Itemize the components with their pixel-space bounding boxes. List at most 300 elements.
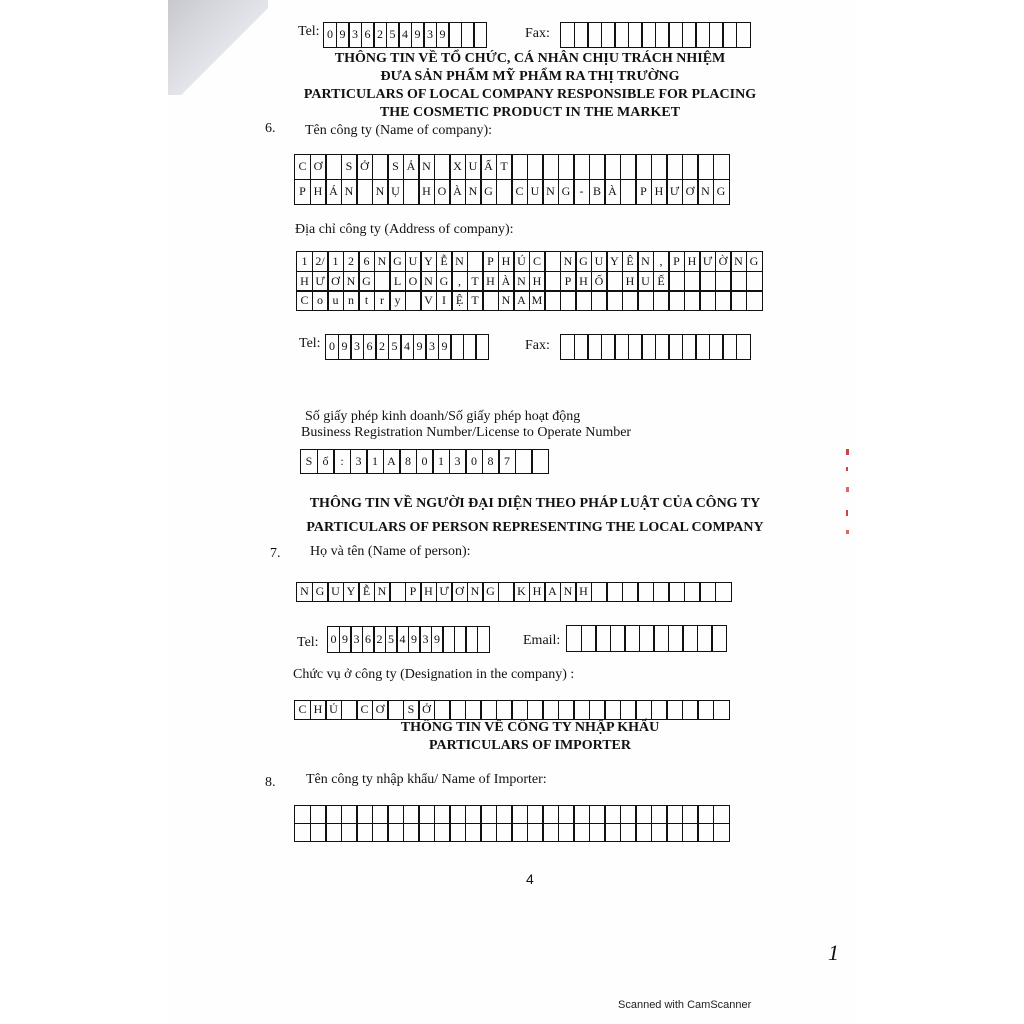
license-label-en: Business Registration Number/License to Operate Number: [301, 425, 632, 440]
char-box: [651, 700, 668, 720]
representative-heading-en: PARTICULARS OF PERSON REPRESENTING THE LOCAL COMPANY: [306, 520, 764, 535]
char-box: [682, 154, 699, 180]
char-box-row: [296, 290, 761, 310]
scanner-footer: Scanned with CamScanner: [618, 999, 752, 1011]
char-box: [405, 290, 422, 311]
char-box: [715, 271, 732, 292]
char-box: [449, 700, 466, 720]
char-box: [496, 700, 513, 720]
char-box: M: [529, 290, 546, 311]
char-box: [635, 154, 652, 180]
char-box: [606, 271, 623, 292]
char-box: A: [383, 449, 401, 474]
char-box: C: [296, 290, 313, 311]
char-box: A: [513, 290, 530, 311]
char-box: [697, 823, 714, 842]
item6-fax-label: Fax:: [525, 338, 550, 353]
char-box: [730, 271, 747, 292]
char-box: [449, 805, 466, 824]
char-box: H: [420, 582, 437, 602]
char-box: U: [591, 251, 608, 272]
char-box: [542, 823, 559, 842]
email-boxes: [566, 625, 726, 651]
char-box: 3: [348, 22, 362, 48]
char-box: N: [560, 582, 577, 602]
char-box: À: [604, 179, 621, 205]
char-box: [558, 823, 575, 842]
char-box: [465, 823, 482, 842]
char-box: [403, 179, 420, 205]
char-box: 0: [327, 626, 340, 653]
char-box: Ơ: [682, 179, 699, 205]
char-box: 9: [438, 334, 452, 360]
char-box: [682, 700, 699, 720]
char-box: T: [496, 154, 513, 180]
char-box: [713, 805, 730, 824]
char-box: 9: [431, 626, 444, 653]
char-box: À: [449, 179, 466, 205]
char-box: G: [558, 179, 575, 205]
char-box: H: [529, 271, 546, 292]
char-box-row: [296, 251, 761, 271]
char-box: [475, 334, 489, 360]
char-box: [573, 700, 590, 720]
char-box: À: [498, 271, 515, 292]
char-box: Ơ: [327, 271, 344, 292]
char-box: H: [310, 700, 327, 720]
char-box: [542, 805, 559, 824]
char-box: N: [420, 271, 437, 292]
char-box: N: [637, 251, 654, 272]
char-box: [682, 805, 699, 824]
char-box: ố: [317, 449, 335, 474]
char-box: [294, 823, 311, 842]
char-box: N: [374, 251, 391, 272]
char-box: :: [333, 449, 351, 474]
char-box: [544, 251, 561, 272]
designation-boxes: [294, 700, 728, 719]
char-box: Ủ: [325, 700, 342, 720]
char-box: 0: [323, 22, 337, 48]
char-box: C: [356, 700, 373, 720]
importer-heading-vi: THÔNG TIN VỀ CÔNG TY NHẬP KHẨU: [400, 720, 660, 735]
company-name-boxes: [294, 154, 728, 203]
char-box: [341, 823, 358, 842]
char-box: U: [405, 251, 422, 272]
char-box: [697, 805, 714, 824]
char-box: Ả: [403, 154, 420, 180]
char-box: [387, 823, 404, 842]
char-box: [473, 22, 487, 48]
char-box: [604, 700, 621, 720]
char-box: G: [358, 271, 375, 292]
char-box: 9: [411, 22, 425, 48]
char-box: Ố: [591, 271, 608, 292]
char-box: 1: [366, 449, 384, 474]
char-box: [666, 700, 683, 720]
char-box: [531, 449, 549, 474]
char-box: Ờ: [715, 251, 732, 272]
char-box: [356, 823, 373, 842]
char-box: B: [589, 179, 606, 205]
heading-en-line1: PARTICULARS OF LOCAL COMPANY RESPONSIBLE FOR PLACING: [303, 87, 757, 102]
char-box: [341, 805, 358, 824]
char-box: Y: [606, 251, 623, 272]
char-box: [372, 805, 389, 824]
importer-heading-en: PARTICULARS OF IMPORTER: [428, 738, 632, 753]
char-box: H: [310, 179, 327, 205]
char-box: U: [327, 582, 344, 602]
char-box: Ư: [436, 582, 453, 602]
char-box: C: [529, 251, 546, 272]
char-box: G: [713, 179, 730, 205]
char-box: [527, 154, 544, 180]
char-box: [637, 290, 654, 311]
char-box: [651, 805, 668, 824]
char-box: N: [341, 179, 358, 205]
char-box: 3: [423, 22, 437, 48]
char-box: [699, 271, 716, 292]
char-box: [356, 179, 373, 205]
char-box: [496, 805, 513, 824]
char-box: 2: [375, 334, 389, 360]
char-box: [310, 805, 327, 824]
char-box: [542, 700, 559, 720]
item8-label: Tên công ty nhập khẩu/ Name of Importer:: [306, 772, 547, 787]
char-box: 2: [373, 22, 387, 48]
char-box: V: [420, 290, 437, 311]
char-box: 8: [482, 449, 500, 474]
char-box: [589, 700, 606, 720]
char-box: U: [637, 271, 654, 292]
char-box: N: [296, 582, 313, 602]
char-box: [387, 700, 404, 720]
char-box: [606, 290, 623, 311]
char-box: Y: [420, 251, 437, 272]
char-box: 9: [338, 334, 352, 360]
char-box: L: [389, 271, 406, 292]
char-box: H: [575, 271, 592, 292]
char-box: [635, 700, 652, 720]
char-box: [668, 271, 685, 292]
char-box: 4: [396, 626, 409, 653]
char-box: P: [635, 179, 652, 205]
char-box: [515, 449, 533, 474]
char-box: N: [343, 271, 360, 292]
char-box: ,: [451, 271, 468, 292]
section-representative-heading: [260, 495, 810, 537]
item6-fax-boxes: [560, 334, 749, 359]
char-box: S: [341, 154, 358, 180]
char-box: G: [480, 179, 497, 205]
char-box: [434, 823, 451, 842]
char-box: [637, 582, 654, 602]
char-box: 0: [465, 449, 483, 474]
char-box: [573, 805, 590, 824]
char-box: [403, 823, 420, 842]
char-box: [606, 582, 623, 602]
char-box: H: [529, 582, 546, 602]
char-box: Ư: [666, 179, 683, 205]
heading-vi-line2: ĐƯA SẢN PHẨM MỸ PHẨM RA THỊ TRƯỜNG: [380, 69, 680, 84]
char-box: [341, 700, 358, 720]
char-box-row: [294, 805, 728, 823]
char-box: Ễ: [358, 582, 375, 602]
char-box: 5: [388, 334, 402, 360]
item8-number: 8.: [265, 775, 276, 790]
char-box: 4: [398, 22, 412, 48]
item7-tel-label: Tel:: [297, 635, 319, 650]
representative-heading-vi: THÔNG TIN VỀ NGƯỜI ĐẠI DIỆN THEO PHÁP LUẬT CỦA CÔNG TY: [309, 496, 761, 511]
char-box: [699, 582, 716, 602]
char-box: 9: [339, 626, 352, 653]
char-box: N: [513, 271, 530, 292]
char-box: 1: [432, 449, 450, 474]
top-tel-label: Tel:: [298, 24, 320, 39]
char-box: Ụ: [387, 179, 404, 205]
char-box: Ễ: [436, 251, 453, 272]
char-box: Ở: [356, 154, 373, 180]
char-box: P: [482, 251, 499, 272]
char-box: 1: [296, 251, 313, 272]
char-box: [449, 823, 466, 842]
item6-number: 6.: [265, 121, 276, 136]
section-importer-heading: [380, 719, 680, 755]
char-box: u: [327, 290, 344, 311]
char-box: N: [465, 179, 482, 205]
char-box: 3: [449, 449, 467, 474]
char-box: P: [668, 251, 685, 272]
char-box: Ê: [622, 251, 639, 272]
char-box: [325, 805, 342, 824]
char-box: 3: [425, 334, 439, 360]
char-box: [589, 805, 606, 824]
char-box: [736, 22, 751, 48]
char-box: [527, 700, 544, 720]
char-box: [465, 700, 482, 720]
char-box: [544, 271, 561, 292]
char-box: U: [465, 154, 482, 180]
importer-name-boxes: [294, 805, 728, 840]
char-box: [389, 582, 406, 602]
char-box: N: [697, 179, 714, 205]
item6-tel-label: Tel:: [299, 336, 321, 351]
char-box: ,: [653, 251, 670, 272]
char-box: 9: [436, 22, 450, 48]
char-box: [620, 700, 637, 720]
char-box: T: [467, 290, 484, 311]
char-box: [418, 805, 435, 824]
char-box: t: [358, 290, 375, 311]
top-fax-label: Fax:: [525, 26, 550, 41]
char-box: 2/: [312, 251, 329, 272]
char-box: Ệ: [451, 290, 468, 311]
top-fax-boxes: [560, 22, 749, 47]
char-box: O: [405, 271, 422, 292]
section-responsible-heading: [260, 50, 800, 122]
char-box: C: [511, 179, 528, 205]
char-box: Ư: [312, 271, 329, 292]
char-box: P: [405, 582, 422, 602]
char-box: S: [300, 449, 318, 474]
char-box: 6: [363, 334, 377, 360]
char-box: 9: [408, 626, 421, 653]
char-box: [589, 823, 606, 842]
heading-en-line2: THE COSMETIC PRODUCT IN THE MARKET: [379, 105, 681, 120]
char-box: 3: [350, 626, 363, 653]
char-box: [635, 823, 652, 842]
char-box: [622, 290, 639, 311]
char-box: [684, 290, 701, 311]
license-number-boxes: [300, 449, 548, 473]
item7-number: 7.: [270, 546, 281, 561]
char-box: 1: [327, 251, 344, 272]
char-box: [560, 290, 577, 311]
char-box: [730, 290, 747, 311]
char-box: [668, 582, 685, 602]
email-label: Email:: [523, 633, 561, 648]
char-box: [542, 154, 559, 180]
char-box: Ơ: [372, 700, 389, 720]
char-box: [372, 154, 389, 180]
char-box: 9: [413, 334, 427, 360]
char-box: K: [513, 582, 530, 602]
char-box: [604, 823, 621, 842]
char-box: Ư: [699, 251, 716, 272]
char-box: [697, 154, 714, 180]
char-box: H: [575, 582, 592, 602]
char-box-row: [294, 823, 728, 841]
char-box: Y: [343, 582, 360, 602]
item6-label: Tên công ty (Name of company):: [305, 123, 492, 138]
company-address-boxes: [296, 251, 761, 310]
char-box: [666, 823, 683, 842]
char-box: [387, 805, 404, 824]
item6-tel-boxes: [325, 334, 488, 359]
char-box: 0: [416, 449, 434, 474]
char-box: Ơ: [310, 154, 327, 180]
char-box: [372, 823, 389, 842]
char-box: [589, 154, 606, 180]
item7-tel-boxes: [327, 626, 488, 652]
char-box: Á: [325, 179, 342, 205]
char-box: [496, 823, 513, 842]
char-box: S: [403, 700, 420, 720]
char-box: H: [684, 251, 701, 272]
edge-smudge: [846, 445, 850, 555]
char-box: H: [651, 179, 668, 205]
item7-label: Họ và tên (Name of person):: [310, 544, 471, 559]
char-box: [699, 290, 716, 311]
char-box: [697, 700, 714, 720]
char-box: 5: [386, 22, 400, 48]
char-box: C: [294, 154, 311, 180]
char-box: r: [374, 290, 391, 311]
char-box: U: [527, 179, 544, 205]
char-box: H: [418, 179, 435, 205]
char-box: [496, 179, 513, 205]
char-box: [573, 154, 590, 180]
char-box: [434, 700, 451, 720]
char-box: 9: [336, 22, 350, 48]
char-box: [622, 582, 639, 602]
person-name-boxes: [296, 582, 730, 601]
char-box: [684, 271, 701, 292]
char-box: N: [467, 582, 484, 602]
char-box: [558, 805, 575, 824]
char-box: [684, 582, 701, 602]
char-box: H: [622, 271, 639, 292]
char-box: n: [343, 290, 360, 311]
char-box: G: [482, 582, 499, 602]
char-box: [434, 154, 451, 180]
char-box: N: [451, 251, 468, 272]
char-box: [713, 700, 730, 720]
char-box: 4: [400, 334, 414, 360]
char-box: G: [575, 251, 592, 272]
char-box: 7: [498, 449, 516, 474]
char-box: N: [372, 179, 389, 205]
char-box: A: [544, 582, 561, 602]
char-box: [374, 271, 391, 292]
char-box: [651, 154, 668, 180]
char-box: G: [389, 251, 406, 272]
char-box: 6: [362, 626, 375, 653]
char-box: [711, 625, 727, 652]
char-box: [480, 805, 497, 824]
char-box: [511, 823, 528, 842]
char-box: [527, 823, 544, 842]
page-number: 4: [526, 871, 534, 887]
handwritten-mark: 1: [828, 940, 839, 965]
char-box: [591, 290, 608, 311]
char-box: [635, 805, 652, 824]
char-box: [482, 290, 499, 311]
char-box: [591, 582, 608, 602]
char-box: y: [389, 290, 406, 311]
char-box: 0: [325, 334, 339, 360]
char-box-row: [294, 154, 728, 179]
char-box: [511, 154, 528, 180]
char-box: N: [542, 179, 559, 205]
char-box: X: [449, 154, 466, 180]
char-box: [713, 154, 730, 180]
char-box: 5: [385, 626, 398, 653]
char-box: 3: [350, 334, 364, 360]
char-box: [666, 805, 683, 824]
char-box: 2: [343, 251, 360, 272]
char-box: [356, 805, 373, 824]
char-box: [668, 290, 685, 311]
char-box: Ế: [653, 271, 670, 292]
char-box: [746, 290, 763, 311]
char-box: N: [498, 290, 515, 311]
char-box: [403, 805, 420, 824]
char-box: [651, 823, 668, 842]
char-box: G: [746, 251, 763, 272]
folded-corner: [168, 0, 268, 95]
char-box: [325, 823, 342, 842]
char-box: [477, 626, 490, 653]
char-box: H: [482, 271, 499, 292]
char-box: [653, 582, 670, 602]
char-box: -: [573, 179, 590, 205]
char-box: P: [560, 271, 577, 292]
char-box: Ấ: [480, 154, 497, 180]
char-box: [558, 154, 575, 180]
char-box: [418, 823, 435, 842]
char-box: C: [294, 700, 311, 720]
